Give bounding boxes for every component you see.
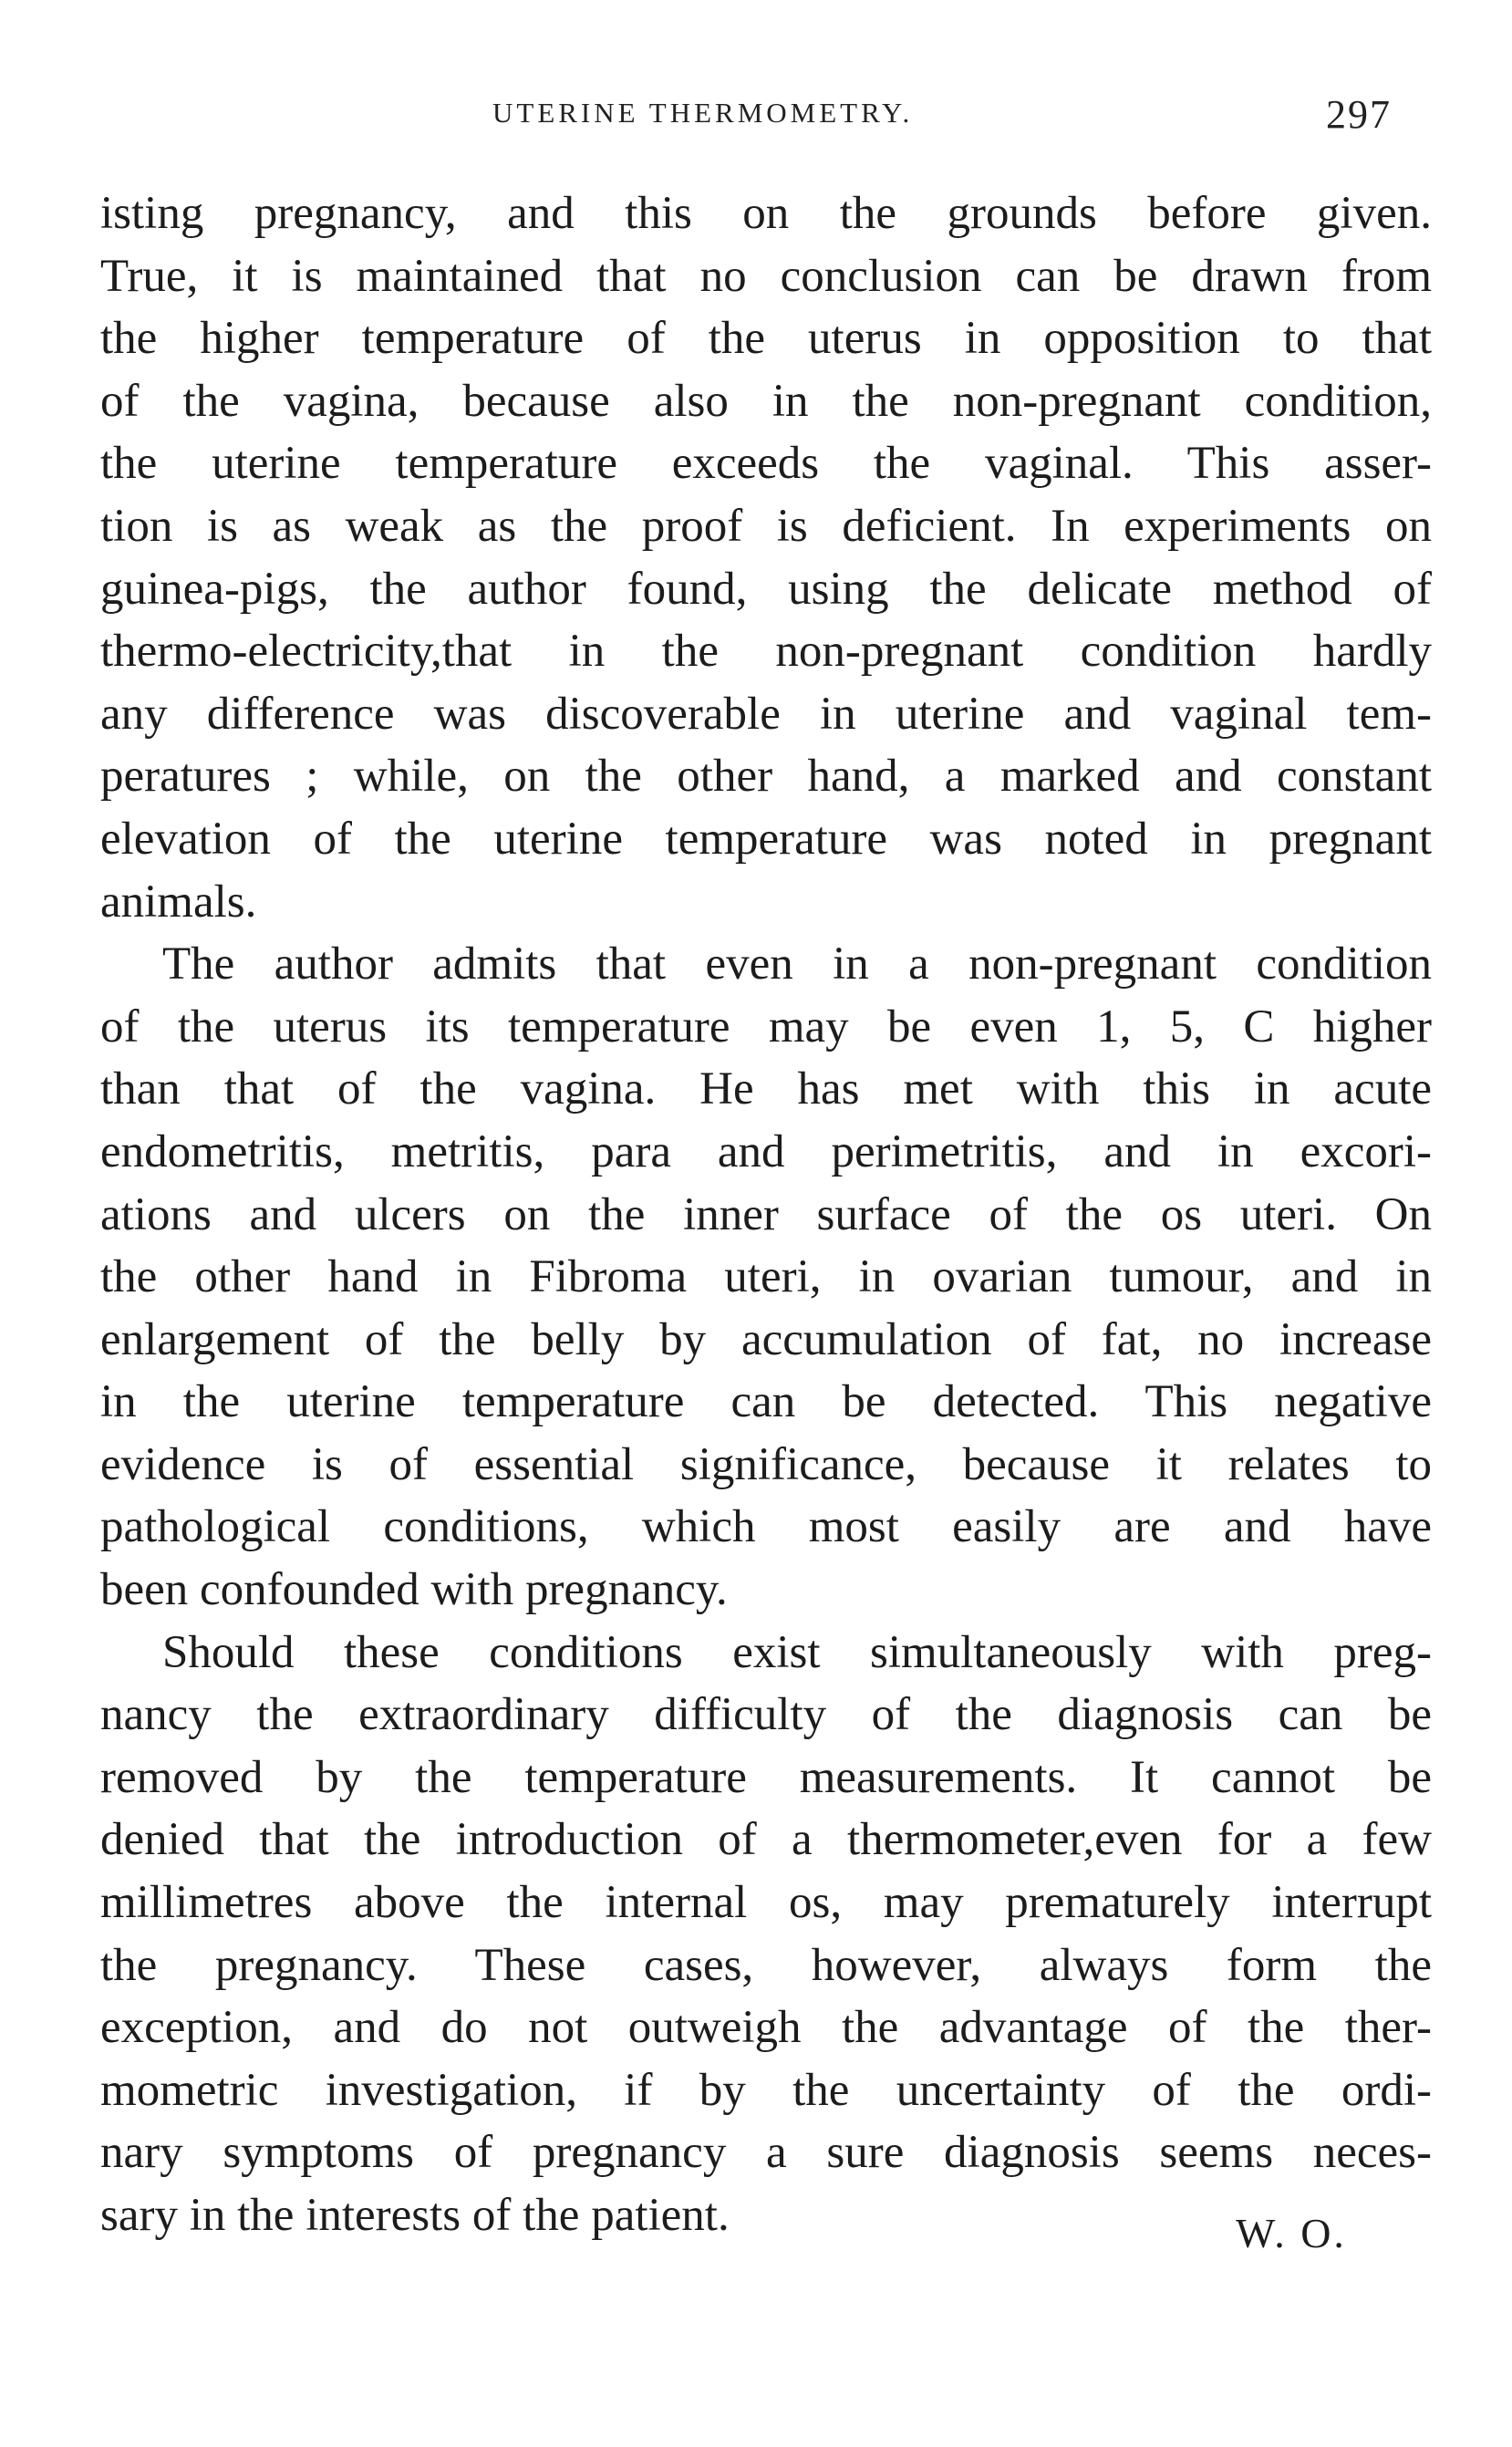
text-line: animals. [100, 876, 257, 928]
text-line: the uterine temperature exceeds the vaginal. This asser- [100, 438, 1432, 490]
text-line: tion is as weak as the proof is deficient. In experiments on [100, 500, 1432, 552]
text-line: thermo-electricity,that in the non-pregnant condition hardly [100, 626, 1432, 678]
text-line: than that of the vagina. He has met with this in acute [100, 1063, 1432, 1115]
running-title: UTERINE THERMOMETRY. [492, 97, 914, 129]
text-line: been confounded with pregnancy. [100, 1564, 728, 1616]
text-line: True, it is maintained that no conclusion can be drawn from [100, 250, 1432, 302]
text-line: in the uterine temperature can be detected. This negative [100, 1376, 1432, 1428]
text-line: of the vagina, because also in the non-pregnant condition, [100, 375, 1432, 427]
text-line: sary in the interests of the patient. [100, 2190, 730, 2241]
text-line: of the uterus its temperature may be even 1, 5, C higher [100, 1001, 1432, 1052]
page-number: 297 [1326, 92, 1392, 137]
text-line: the pregnancy. These cases, however, always form the [100, 1939, 1432, 1991]
text-line: peratures ; while, on the other hand, a marked and constant [100, 751, 1432, 803]
text-line: ations and ulcers on the inner surface of the os uteri. On [100, 1188, 1432, 1240]
text-line: pathological conditions, which most easily are and have [100, 1501, 1432, 1553]
paragraph [100, 1622, 1432, 2247]
text-line: nary symptoms of pregnancy a sure diagnosis seems neces- [100, 2127, 1432, 2179]
text-line: denied that the introduction of a thermometer,even for a few [100, 1814, 1432, 1866]
text-line: exception, and do not outweigh the advantage of the ther- [100, 2002, 1432, 2054]
text-line: guinea-pigs, the author found, using the delicate method of [100, 563, 1432, 615]
text-line: Should these conditions exist simultaneously with preg- [162, 1626, 1432, 1678]
text-line: millimetres above the internal os, may prematurely interrupt [100, 1877, 1432, 1929]
text-line: evidence is of essential significance, because it relates to [100, 1438, 1432, 1490]
text-line: removed by the temperature measurements. It cannot be [100, 1751, 1432, 1803]
running-head [0, 91, 1512, 146]
paragraph [100, 182, 1432, 933]
text-line: the other hand in Fibroma uteri, in ovarian tumour, and in [100, 1251, 1432, 1303]
text-line: isting pregnancy, and this on the grounds before given. [100, 188, 1432, 239]
text-line: the higher temperature of the uterus in opposition to that [100, 313, 1432, 365]
author-initials: W. O. [1236, 2210, 1347, 2256]
text-line: The author admits that even in a non-pregnant condition [162, 938, 1432, 990]
text-line: mometric investigation, if by the uncertainty of the ordi- [100, 2064, 1432, 2116]
text-line: any difference was discoverable in uterine and vaginal tem- [100, 688, 1432, 740]
body-text [100, 182, 1432, 2247]
paragraph [100, 933, 1432, 1622]
text-line: elevation of the uterine temperature was noted in pregnant [100, 813, 1432, 865]
text-line: nancy the extraordinary difficulty of the diagnosis can be [100, 1689, 1432, 1741]
text-line: endometritis, metritis, para and perimetritis, and in excori- [100, 1125, 1432, 1177]
text-line: enlargement of the belly by accumulation of fat, no increase [100, 1313, 1432, 1365]
